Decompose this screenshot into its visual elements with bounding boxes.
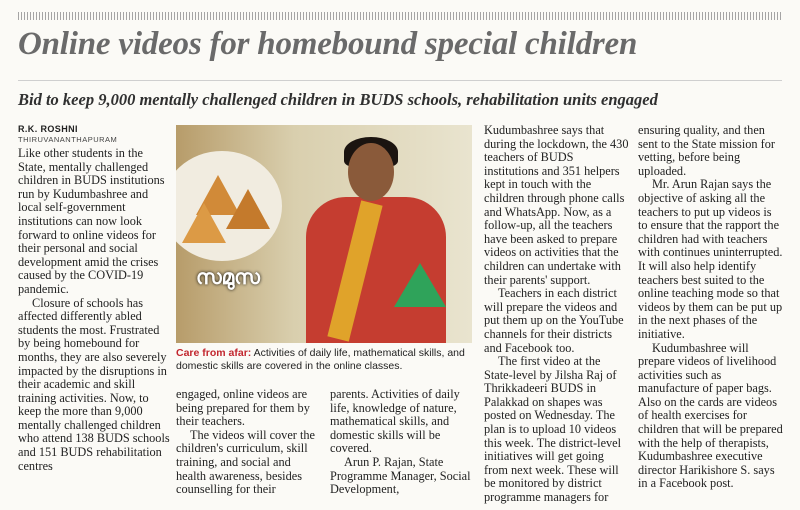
byline-place: THIRUVANANTHAPURAM	[18, 135, 118, 144]
caption-text: Activities of daily life, mathematical skills, and domestic skills are covered in the online classes.	[176, 347, 465, 372]
paragraph: The videos will cover the children's curriculum, skill training, and social and health awareness, besides counselling for their	[176, 427, 315, 497]
photo-overlay-text: സമുസ	[196, 265, 260, 289]
article-column-4	[484, 124, 630, 505]
paragraph: The first video at the State-level by Jilsha Raj of Thrikkadeeri BUDS in Palakkad on shapes was posted on Wednesday. The plan is to upload 10 videos this week. The district-level initiatives will get going from next week. These will be monitored by district programme managers for	[484, 354, 622, 505]
paragraph: parents. Activities of daily life, knowledge of nature, mathematical skills, and domestic skills will be covered.	[330, 387, 460, 456]
headline: Online videos for homebound special children	[18, 26, 638, 62]
paragraph: Arun P. Rajan, State Programme Manager, Social Development,	[330, 454, 471, 497]
paragraph: Teachers in each district will prepare the videos and put them up on the YouTube channels for their districts and Facebook too.	[484, 286, 624, 355]
paragraph: Like other students in the State, mentally challenged children in BUDS institutions run by Kudumbashree and local self-government institutions can now look forward to online videos for their personal and social development amid the crises caused by the COVID-19 pandemic.	[18, 146, 165, 296]
article-column-2	[176, 388, 318, 497]
byline-author: R.K. ROSHNI	[18, 124, 78, 134]
top-rule	[18, 12, 782, 20]
photo-caption	[176, 347, 472, 373]
article-column-3	[330, 388, 472, 497]
article-photo	[176, 125, 472, 343]
deck-subheadline: Bid to keep 9,000 mentally challenged children in BUDS schools, rehabilitation units engaged	[18, 90, 658, 109]
paragraph: Kudumbashree will prepare videos of livelihood activities such as manufacture of paper bags. Also on the cards are videos of health exercises for children that will be prepared with the help of therapists, Kudumbashree executive director Harikishore S. says in a Facebook post.	[638, 340, 783, 491]
paragraph: engaged, online videos are being prepared for them by their teachers.	[176, 387, 310, 429]
paragraph: Closure of schools has affected differently abled students the most. Frustrated by being homebound for months, they are also severely impacted by the disruptions in their academic and skill training activities. Now, to keep the more than 9,000 mentally challenged children who attend 138 BUDS schools and 151 BUDS rehabilitation centres	[18, 295, 170, 473]
article-column-1	[18, 124, 170, 473]
headline-divider	[18, 80, 782, 81]
article-column-5	[638, 124, 784, 491]
paragraph: Kudumbashree says that during the lockdown, the 430 teachers of BUDS institutions and 351 helpers kept in touch with the children through phone calls and WhatsApp. Now, as a follow-up, all the teachers have been asked to prepare videos on activities that the children can undertake with their parents' support.	[484, 123, 629, 287]
paragraph: Mr. Arun Rajan says the objective of asking all the teachers to put up videos is to ensure that the rapport the children had with teachers with continues uninterrupted. It will also help identify teachers best suited to the online teaching mode so that videos by them can be put up in the next phases of the initiative.	[638, 177, 783, 341]
green-triangle-prop	[394, 263, 446, 307]
paragraph: ensuring quality, and then sent to the State mission for vetting, before being uploaded.	[638, 123, 775, 178]
caption-lead: Care from afar:	[176, 347, 252, 359]
